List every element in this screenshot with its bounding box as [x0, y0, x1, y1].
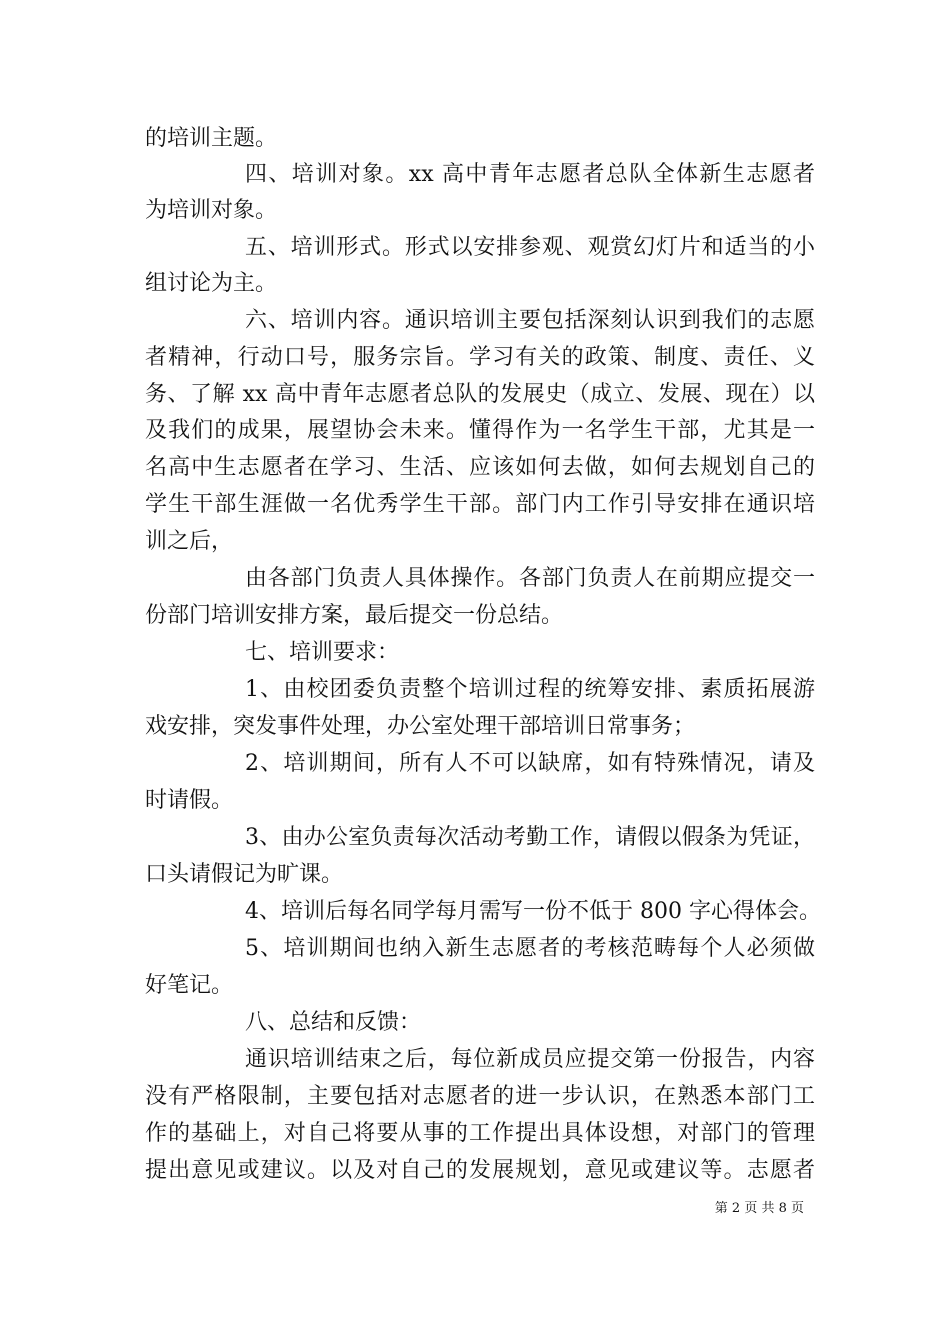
text-line: 3、由办公室负责每次活动考勤工作，请假以假条为凭证， [245, 825, 815, 850]
text-line: 口头请假记为旷课。 [145, 862, 344, 887]
text-line: 通识培训结束之后，每位新成员应提交第一份报告，内容 [245, 1047, 815, 1072]
section-heading: 七、培训要求： [245, 640, 400, 665]
text-line: 及我们的成果，展望协会未来。懂得作为一名学生干部，尤其是一 [145, 418, 815, 443]
text-line: 时请假。 [145, 788, 234, 813]
text-line: 1、由校团委负责整个培训过程的统筹安排、素质拓展游 [245, 677, 815, 702]
text-line: 没有严格限制，主要包括对志愿者的进一步认识，在熟悉本部门工 [145, 1084, 815, 1109]
text-line: 学生干部生涯做一名优秀学生干部。部门内工作引导安排在通识培 [145, 492, 815, 517]
text-line: 的培训主题。 [145, 126, 278, 151]
page-number-footer: 第 2 页 共 8 页 [714, 1201, 804, 1216]
text-line: 作的基础上，对自己将要从事的工作提出具体设想，对部门的管理 [145, 1121, 815, 1146]
text-line: 4、培训后每名同学每月需写一份不低于 800 字心得体会。 [245, 899, 821, 924]
text-line: 为培训对象。 [145, 198, 278, 223]
text-line: 5、培训期间也纳入新生志愿者的考核范畴每个人必须做 [245, 936, 815, 961]
text-line: 戏安排，突发事件处理，办公室处理干部培训日常事务； [145, 714, 696, 739]
text-line: 五、培训形式。形式以安排参观、观赏幻灯片和适当的小 [245, 235, 815, 260]
text-line: 2、培训期间，所有人不可以缺席，如有特殊情况，请及 [245, 751, 815, 776]
text-line: 六、培训内容。通识培训主要包括深刻认识到我们的志愿 [245, 308, 815, 333]
text-line: 者精神，行动口号，服务宗旨。学习有关的政策、制度、责任、义 [145, 345, 815, 370]
text-line: 四、培训对象。xx 高中青年志愿者总队全体新生志愿者 [245, 162, 815, 187]
text-line: 组讨论为主。 [145, 271, 278, 296]
text-line: 务、了解 xx 高中青年志愿者总队的发展史（成立、发展、现在）以 [145, 382, 815, 407]
text-line: 由各部门负责人具体操作。各部门负责人在前期应提交一 [245, 566, 815, 591]
text-line: 提出意见或建议。以及对自己的发展规划，意见或建议等。志愿者 [145, 1158, 815, 1183]
section-heading: 八、总结和反馈： [245, 1010, 422, 1035]
text-line: 名高中生志愿者在学习、生活、应该如何去做，如何去规划自己的 [145, 455, 815, 480]
text-line: 好笔记。 [145, 973, 234, 998]
text-line: 训之后， [145, 529, 234, 554]
text-line: 份部门培训安排方案，最后提交一份总结。 [145, 603, 564, 628]
